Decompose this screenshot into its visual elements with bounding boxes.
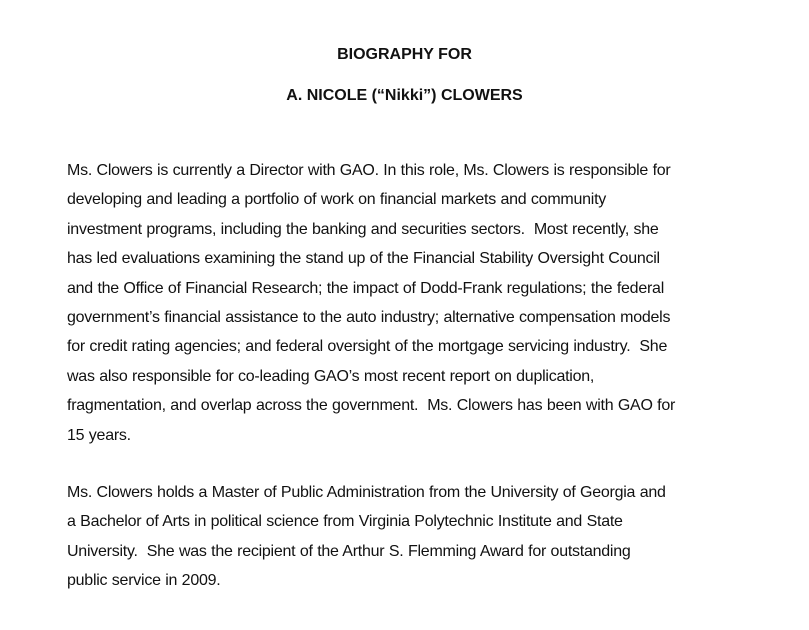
text-line: government’s financial assistance to the auto industry; alternative compensation models	[67, 309, 671, 327]
text-line: 15 years.	[67, 426, 131, 444]
text-line: and the Office of Financial Research; the impact of Dodd-Frank regulations; the federal	[67, 279, 664, 297]
text-line: investment programs, including the banking and securities sectors. Most recently, she	[67, 220, 659, 238]
text-line: a Bachelor of Arts in political science from Virginia Polytechnic Institute and State	[67, 513, 623, 531]
subject-name: A. NICOLE (“Nikki”) CLOWERS	[286, 87, 523, 104]
text-line: has led evaluations examining the stand up of the Financial Stability Oversight Council	[67, 250, 660, 268]
text-line: University. She was the recipient of the Arthur S. Flemming Award for outstanding	[67, 542, 631, 560]
text-line: Ms. Clowers holds a Master of Public Administration from the University of Georgia and	[67, 484, 666, 501]
paragraph-education	[67, 478, 787, 596]
paragraph-career	[67, 156, 787, 450]
text-line: Ms. Clowers is currently a Director with GAO. In this role, Ms. Clowers is responsible for	[67, 162, 671, 179]
document-title: BIOGRAPHY FOR	[337, 46, 472, 63]
text-line: fragmentation, and overlap across the government. Ms. Clowers has been with GAO for	[67, 397, 676, 415]
text-line: public service in 2009.	[67, 572, 221, 590]
text-line: was also responsible for co-leading GAO’s most recent report on duplication,	[67, 367, 595, 385]
text-line: developing and leading a portfolio of work on financial markets and community	[67, 191, 607, 209]
text-line: for credit rating agencies; and federal oversight of the mortgage servicing industry. She	[67, 338, 668, 356]
